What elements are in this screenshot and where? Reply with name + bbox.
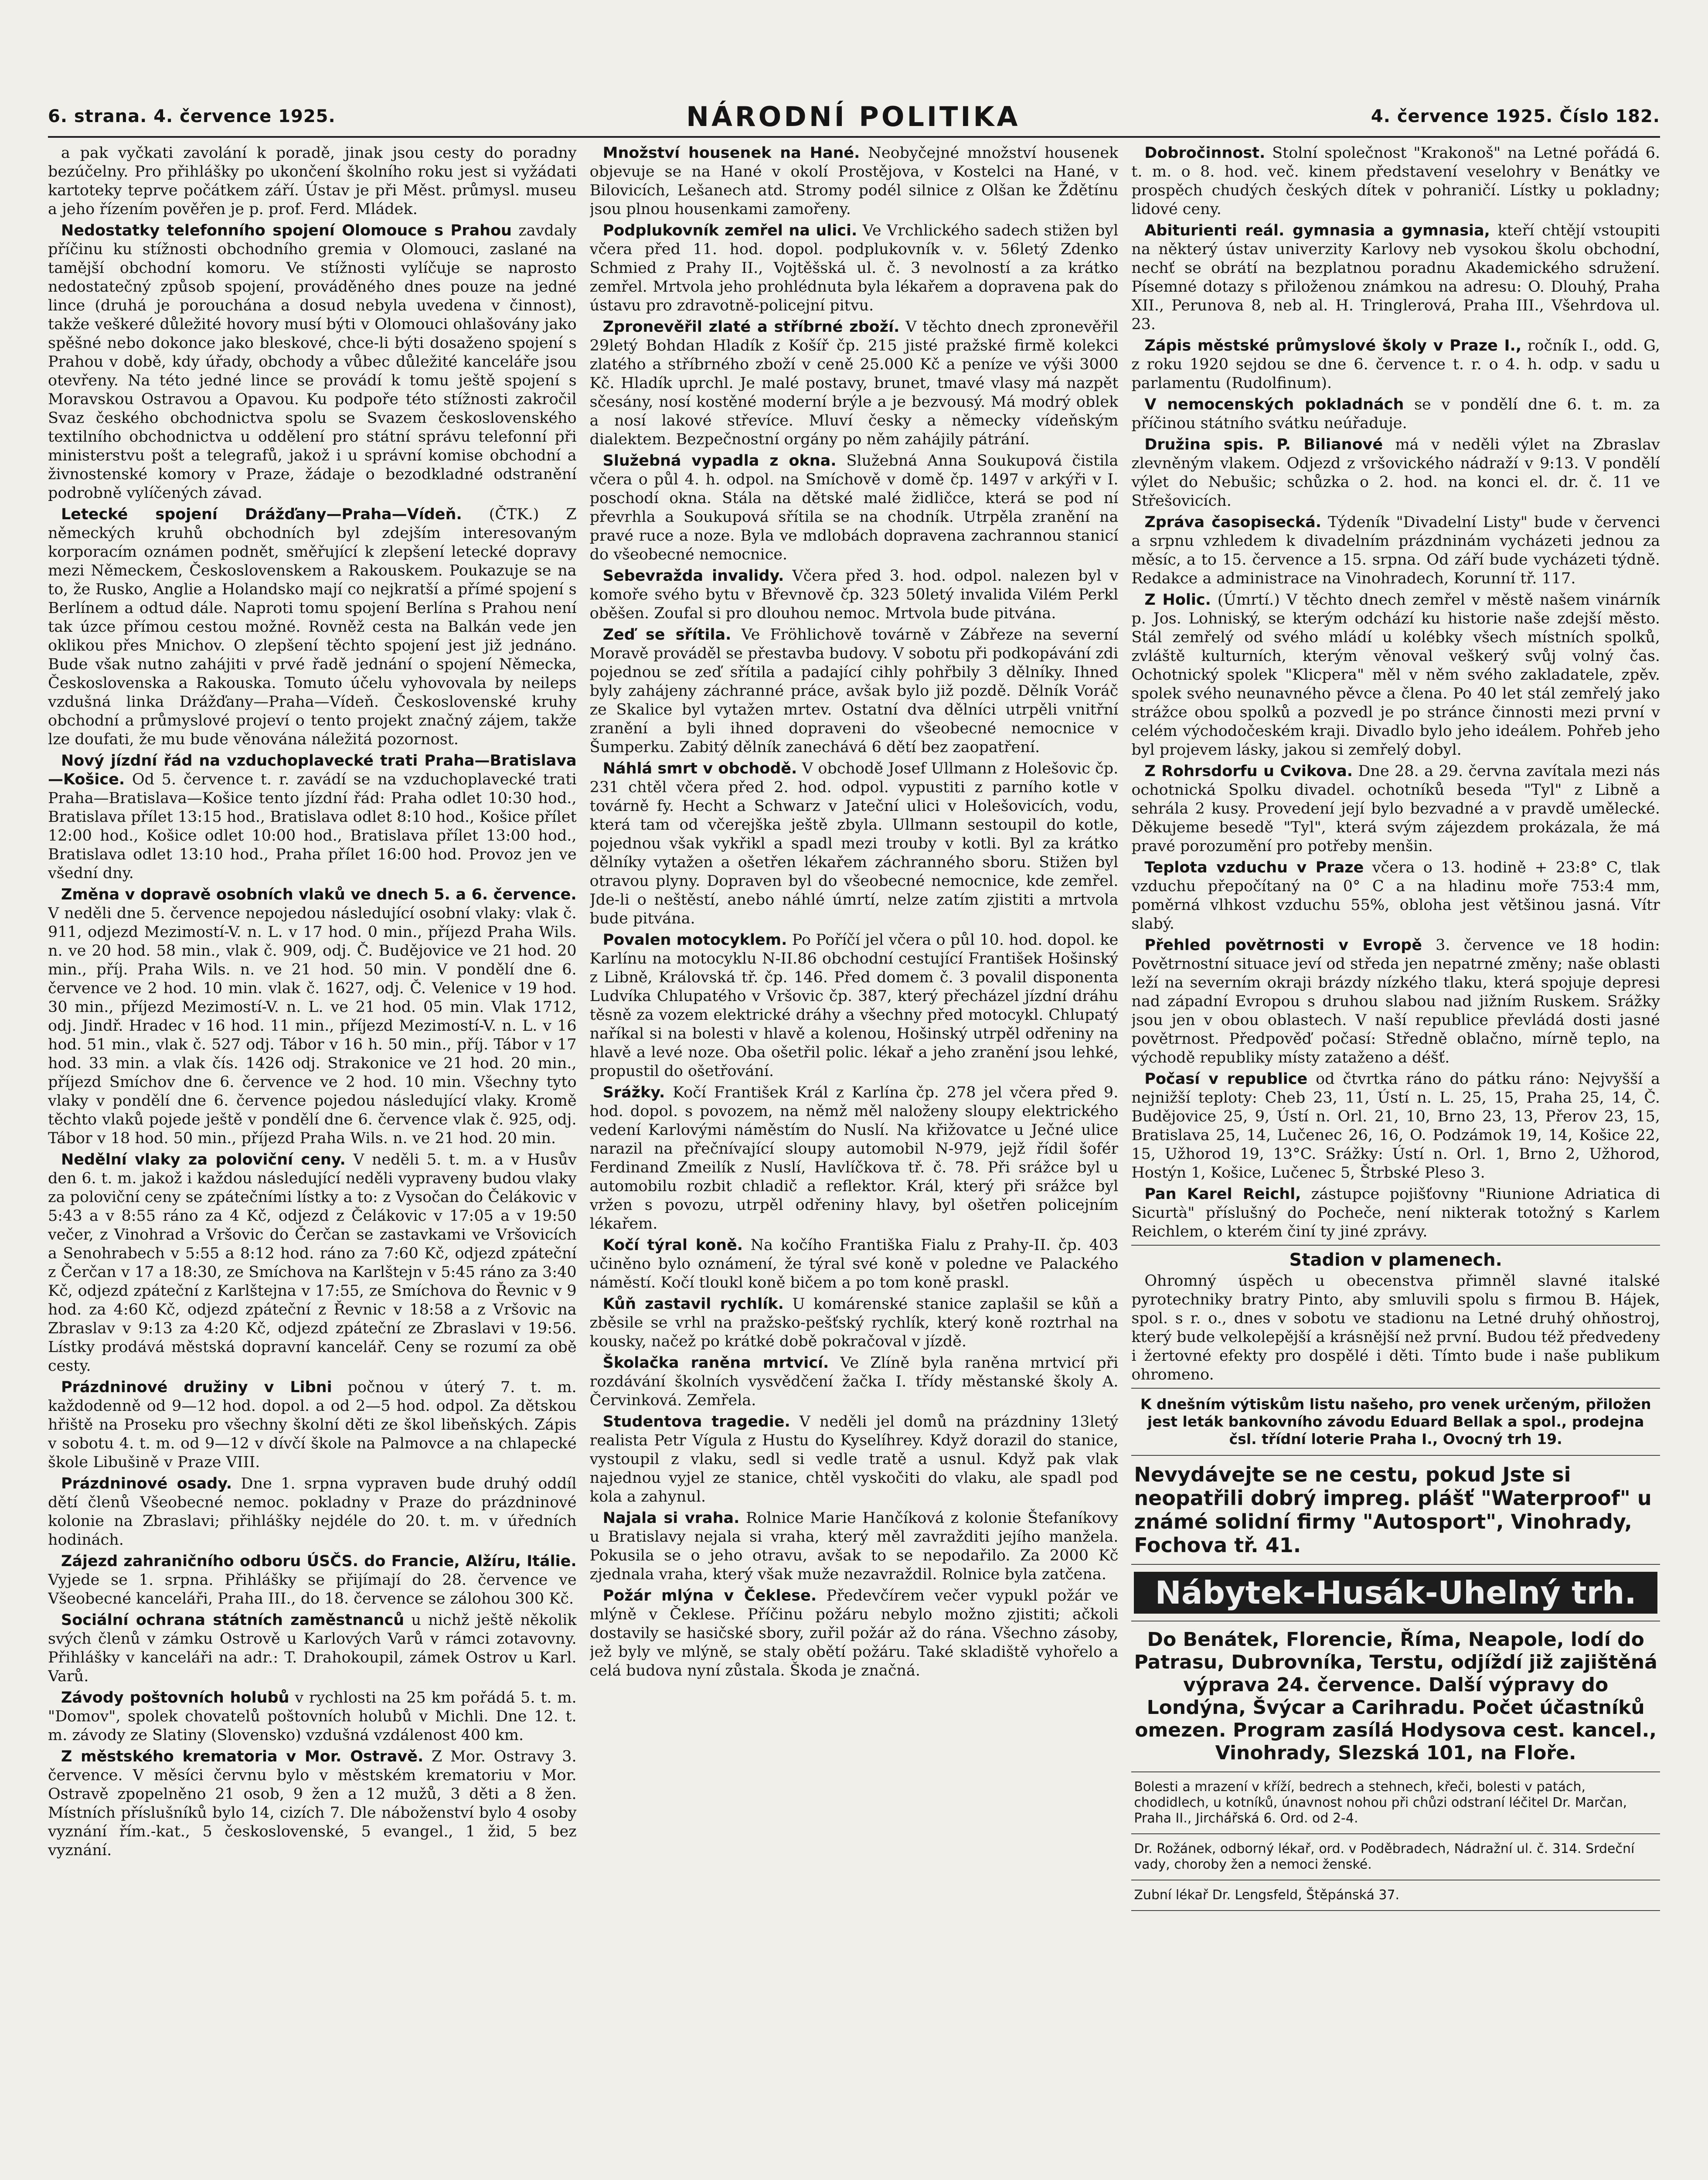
article-headline: Zeď se sřítila. [602,626,732,644]
article-paragraph [48,1611,577,1686]
article-headline: Zápis městské průmyslové školy v Praze I., [1144,337,1522,354]
article-body: Týdeník "Divadelní Listy" bude v červenci a srpnu vzhledem k divadelním prázdninám vycházeti jednou za měsíc, a to 15. července a 15. srpna. Od září bude vycházeti týdně. Redakce a administrace na Vinohradech, Korunní tř. 117. [1131,514,1660,587]
article-headline: Studentova tragedie. [602,1413,790,1431]
article-headline: Náhlá smrt v obchodě. [602,760,797,777]
article-headline: Abiturienti reál. gymnasia a gymnasia, [1144,222,1490,239]
article-paragraph [590,1083,1119,1233]
article-headline: Školačka raněna mrtvicí. [602,1354,829,1372]
article [48,1689,577,1745]
article [48,221,577,503]
article-headline: Přehled povětrnosti v Evropě [1144,937,1422,954]
article-body: Stolní společnost "Krakonoš" na Letné pořádá 6. t. m. o 8. hod. več. kinem představení veselohry v Benátky ve prospěch chudých českých dítek v pohraničí. Lístky u pokladny; lidové ceny. [1131,144,1660,218]
article-body: Z Mor. Ostravy 3. července. V měsíci červnu bylo v městském krematoriu v Mor. Ostravě zpopelněno 21 osob, 9 žen a 12 mužů, 3 děti a 8 žen. Místních příslušníků bylo 14, cizích 7. Dle náboženství bylo 4 osoby vyznání řím.-kat., 5 československé, 5 evangel., 1 žid, 5 bez vyznání. [48,1748,577,1859]
advertisement-small [1131,1776,1660,1830]
advertisement-venice [1131,1625,1660,1768]
advertisement-text: Zubní lékař Dr. Lengsfeld, Štěpánská 37. [1134,1887,1400,1903]
divider [1131,1910,1660,1911]
article-headline: Najala si vraha. [602,1509,740,1527]
article-body: Na kočího Františka Fialu z Prahy-II. čp. 403 učiněno bylo oznámení, že týral své koně v poledne ve Palackého náměstí. Kočí tloukl koně bičem a po tom koně praskl. [589,1236,1119,1291]
article-paragraph [590,318,1119,449]
article [590,1354,1119,1410]
advertisement-text: Bolesti a mrazení v kříží, bedrech a stehnech, křeči, bolesti v patách, chodidlech, u kotníků, únavnost nohou při chůzi odstraní léčitel Dr. Marčan, Praha II., Jirchářská 6. Ord. od 2-4. [1134,1779,1627,1826]
article [48,1475,577,1550]
article-paragraph [1131,221,1660,334]
article-headline: Sebevražda invalidy. [602,567,784,585]
article-headline: Dobročinnost. [1144,144,1266,162]
article-body: počnou v úterý 7. t. m. každodenně od 9—12 hod. dopol. a od 2—5 hod. odpol. Za dětskou hřiště na Proseku pro všechny školní děti ze škol libeňských. Zápis v sobotu 4. t. m. od 9—12 v dívčí škole na Palmovce a na chlapecké škole Libušině v Praze VIII. [48,1379,577,1471]
article-paragraph [1131,936,1660,1067]
article-body: a pak vyčkati zavolání k poradě, jinak jsou cesty do poradny bezúčelny. Pro přihlášky po ukončení školního roku jest si vyžádati kartoteky teprve počátkem září. Ústav je při Měst. průmysl. museu a jeho řízením pověřen je p. prof. Ferd. Mládek. [48,144,577,218]
article-headline: Nedělní vlaky za poloviční ceny. [61,1151,346,1168]
article-body: U komárenské stanice zaplašil se kůň a zběsile se vrhl na pražsko-pešťský rychlík, který koně roztrhal na kousky, načež po krátké době pokračoval v jízdě. [589,1295,1119,1350]
article-body: Rolnice Marie Hančíková z kolonie Štefaníkovy u Bratislavy nejala si vraha, který měl zavražditi jejího manžela. Pokusila se o jeho otravu, avšak to se nepodařilo. Za 2000 Kč zjednala vraha, který však muže nezavraždil. Rolnice byla zatčena. [589,1509,1119,1583]
article-body: Vyjede se 1. srpna. Přihlášky se přijímají do 28. července ve Všeobecné kanceláři, Praha III., do 18. července se zálohou 300 Kč. [48,1571,577,1608]
article-body: ročník I., odd. G, z roku 1920 sejdou se dne 6. července t. r. o 4. h. odp. v sadu u parlamentu (Rudolfinum). [1131,337,1660,392]
article [1131,1070,1660,1182]
article-headline: Zpronevěřil zlaté a stříbrné zboží. [602,318,900,336]
article-body: Ve Zlíně byla raněna mrtvicí při rozdávání školních vysvědčení žačka I. třídy městanské školy A. Červinková. Zemřela. [589,1354,1119,1409]
article-paragraph [1131,762,1660,856]
article-headline: V nemocenských pokladnách [1144,396,1404,413]
article-body: (ČTK.) Z německých kruhů obchodních byl zdejším interesovaným korporacím oznámen podnět, směřující k zlepšení letecké dopravy mezi Německem, Československem a Rakouskem. Poukazuje se na to, že Rusko, Anglie a Holandsko mají co nejkratší a přímé spojení s Berlínem a odtud dále. Naproti tomu spojení Berlína s Prahou není tak úzce přímou cestou možné. Rovněž cesta na Balkán vede jen oklikou přes Mnichov. O zlepšení těchto spojení jest již jednáno. Bude však nutno zahájiti v prvé řadě jednání o spojení Německa, Československa a Rakouska. Tomuto účelu vyhovovala by neileps vzdušná linka Drážďany—Praha—Vídeň. Československé kruhy obchodní a průmyslové projeví o tento projekt značný zájem, takže lze doufati, že mu bude věnována náležitá pozornost. [48,506,577,748]
advertisement-text: Dr. Rožánek, odborný lékař, ord. v Poděbradech, Nádražní ul. č. 314. Srdeční vady, choroby žen a nemoci ženské. [1134,1841,1635,1872]
article-headline: Prázdninové osady. [61,1475,232,1492]
article-headline: Zájezd zahraničního odboru ÚSČS. do Francie, Alžíru, Itálie. [61,1553,577,1570]
article-paragraph [590,1413,1119,1506]
article-body: se v pondělí dne 6. t. m. za příčinou státního svátku neúřaduje. [1131,396,1660,432]
article-body: zástupce pojišťovny "Riunione Adriatica di Sicurtà" příslušný do Pocheče, není nikterak totožný s Karlem Reichlem, o kterém činí ty jiné zprávy. [1131,1185,1660,1240]
article-headline: Pan Karel Reichl, [1144,1185,1301,1203]
article-paragraph [48,1378,577,1472]
article-headline: Srážky. [602,1084,665,1101]
article [590,760,1119,928]
article-body: V neděli dne 5. července nepojedou následující osobní vlaky: vlak č. 911, odjezd Mezimostí-V. n. L. v 17 hod. 0 min., příjezd Praha Wils. n. ve 20 hod. 58 min., vlak č. 909, odj. Č. Budějovice ve 21 hod. 20 min., příj. Praha Wils. n. ve 21 hod. 50 min. V pondělí dne 6. července ve 2 hod. 10 min. vlak č. 1627, odj. Č. Velenice v 19 hod. 30 min., příjezd Mezimostí-V. n. L. ve 21 hod. 05 min. Vlak 1712, odj. Jindř. Hradec v 16 hod. 11 min., příjezd Mezimostí-V. n. L. v 16 hod. 51 min., vlak č. 527 odj. Tábor v 16 h. 50 min., příj. Tábor v 17 hod. 33 min. a vlak čís. 1426 odj. Strakonice ve 21 hod. 20 min., příjezd Smíchov dne 6. července ve 2 hod. 10 min. Všechny tyto vlaky v pondělí dne 6. července pojedou následující vlaky. Kromě těchto vlaků pojede ještě v pondělí dne 6. července vlak č. 925, odj. Tábor v 18 hod. 50 min., příjezd Praha Wils. n. ve 21 hod. 20 min. [48,905,577,1147]
article-body: od čtvrtka ráno do pátku ráno: Nejvyšší a nejnižší teploty: Cheb 23, 11, Ústí n. L. 25, 15, Praha 25, 14, Č. Budějovice 25, 9, Ústí n. Orl. 21, 10, Brno 23, 13, Přerov 23, 15, Bratislava 25, 14, Lučenec 26, 16, O. Podzámok 19, 14, Košice 22, 15, Užhorod 19, 13°C. Srážky: Ústí n. Orl. 1, Brno 2, Užhorod, Hostýn 1, Košice, Lučenec 5, Štrbské Pleso 3. [1131,1070,1660,1182]
article-body: Ve Fröhlichově továrně v Zábřeze na severní Moravě prováděl se přestavba budovy. V sobotu při podkopávání zdi pojednou se zeď sřítila a padající cihly pohřbily 3 dělníky. Ihned byly zahájeny záchranné práce, avšak bylo již pozdě. Dělník Voráč ze Skalice byl vytažen mrtev. Ostatní dva dělníci utrpěli vnitřní zranění a byli ihned dopraveni do všeobecné nemocnice v Šumperku. Zabitý dělník zanechává 6 dětí bez zaopatření. [589,626,1119,756]
article-paragraph [1131,591,1660,760]
advertisement-loto [1131,1392,1660,1451]
article [1131,144,1660,219]
advertisement-rain [1131,1459,1660,1560]
article-headline: Kůň zastavil rychlík. [602,1295,784,1313]
article [48,752,577,883]
article-body: u nichž ještě několik svých členů v zámku Ostrově u Karlových Varů v rámci zotavovny. Přihlášky v kanceláři na adr.: T. Drahokoupil, zámek Ostrov u Karl. Varů. [48,1611,577,1685]
article [1131,858,1660,933]
article-body: Ohromný úspěch u obecenstva přimněl slavné italské pyrotechniky bratry Pinto, aby smluvili spolu s firmou B. Hájek, spol. s r. o., dnes v sobotu ve stadionu na Letné druhý ohňostroj, který bude velkolepější a krásnější než první. Budou též předvedeny i žertovné efekty pro dospělé i děti. Tímto bude i naše publikum ohromeno. [1131,1272,1660,1383]
article-body: včera o 13. hodině + 23:8° C, tlak vzduchu přepočítaný na 0° C a na hladinu moře 753:4 mm, poměrná vlhkost vzduchu 55%, obloha jest většinou jasná. Vítr slabý. [1131,859,1660,933]
article-headline: Nový jízdní řád na vzduchoplavecké trati Praha—Bratislava—Košice. [48,752,577,788]
article-body: kteří chtějí vstoupiti na některý ústav univerzity Karlovy neb vysokou školu obchodní, nechť se obrátí na bezplatnou poradnu Akademického sdružení. Písemné dotazy s přiloženou známkou na adresu: O. Dlouhý, Praha XII., Perunova 8, neb al. H. Tringlerová, Praha III., Všehrdova ul. 23. [1131,222,1660,333]
article-body: V neděli jel domů na prázdniny 13letý realista Petr Vígula z Hustu do Kyselíhrey. Když dorazil do stanice, vystoupil z vlaku, sedl si vedle tratě a usnul. Když pak vlak najednou vyjel ze stanice, chtěl vyskočiti do vlaku, ale spadl pod kola a zahynul. [589,1413,1119,1506]
advertisement-text: Do Benátek, Florencie, Říma, Neapole, lodí do Patrasu, Dubrovníka, Terstu, odjíždí již zajištěná výprava 24. července. Další výpravy do Londýna, Švýcar a Carihradu. Počet účastníků omezen. Program zasílá Hodysova cest. kancel., Vinohrady, Slezská 101, na Floře. [1134,1628,1657,1764]
article-paragraph [590,144,1119,219]
column-3 [1131,144,1660,2180]
advertisement-small [1131,1884,1660,1907]
article-headline: Podplukovník zemřel na ulici. [602,222,857,239]
article [1131,337,1660,393]
article-paragraph [48,886,577,1148]
article-paragraph [1131,436,1660,511]
article-body: Kočí František Král z Karlína čp. 278 jel včera před 9. hod. dopol. s povozem, na němž měl naloženy sloupy elektrického vedení Karlovými náměstím do Nuslí. Na křižovatce u Ječné ulice narazil na přečnívající sloupy automobil N-979, jejž řídil šofér Ferdinand Zmeilík z Nuslí, Havlíčkova tř. č. 78. Při srážce byl u automobilu rozbit chladič a reflektor. Král, který při srážce byl vržen s povozu, utrpěl odřeniny hlavy, byl ošetřen policejním lékařem. [589,1084,1119,1233]
article-body: Po Poříčí jel včera o půl 10. hod. dopol. ke Karlínu na motocyklu N-II.86 obchodní cestující František Hošinský z Libně, Královská tř. čp. 146. Před domem č. 3 povalil disponenta Ludvíka Chlupatého v Vršovic čp. 387, který přecházel jízdní dráhu těsně za vozem elektrické dráhy a všechny před motocykl. Chlupatý naříkal si na bolesti v hlavě a kolenou, Hošinský utrpěl odřeniny na hlavě a levé noze. Oba ošetřil polic. lékař a jeho zranění jsou lehké, propustil do ošetřování. [589,931,1119,1080]
page-header [48,97,1660,138]
article-body: v rychlosti na 25 km pořádá 5. t. m. "Domov", spolek chovatelů poštovních holubů v Michli. Dne 12. t. m. závody ze Slatiny (Slovensko) vzdušná vzdálenost 400 km. [48,1689,577,1744]
article-paragraph [1131,144,1660,219]
article-headline: Z Holic. [1144,591,1211,609]
divider [1131,1245,1660,1246]
divider [1131,1833,1660,1834]
article-headline: Množství housenek na Hané. [602,144,860,162]
advertisement-title: Nábytek-Husák-Uhelný trh. [1134,1572,1657,1614]
advertisement-text: Nevydávejte se ne cestu, pokud Jste si neopatřili dobrý impreg. plášť "Waterproof" u známé solidní firmy "Autosport", Vinohrady, Fochova tř. 41. [1134,1463,1652,1557]
article [590,567,1119,623]
page-date-right: 4. července 1925. Číslo 182. [1371,106,1660,126]
article [1131,513,1660,588]
article-paragraph [48,144,577,219]
article-paragraph [1131,858,1660,933]
article [590,626,1119,757]
article [590,1083,1119,1233]
article [590,1413,1119,1506]
article-paragraph [590,626,1119,757]
article-headline: Sociální ochrana státních zaměstnanců [61,1611,405,1629]
article-headline: Prázdninové družiny v Libni [61,1379,332,1396]
article [1131,1185,1660,1241]
article-headline: Závody poštovních holubů [61,1689,289,1707]
advertisement-small [1131,1838,1660,1876]
article-paragraph [48,752,577,883]
section-heading: Stadion v plamenech. [1289,1250,1502,1270]
article-body: Služebná Anna Soukupová čistila včera o půl 4. h. odpol. na Smíchově v domě čp. 1497 v arkýři v I. poschodí okna. Stála na dětské malé židličce, která se pod ní převrhla a Soukupová sřítila se na chodník. Utrpěla zranění na pravé ruce a noze. Byla ve mdlobách dopravena zachrannou stanicí do všeobecné nemocnice. [589,452,1119,563]
article-headline: Změna v dopravě osobních vlaků ve dnech 5. a 6. července. [61,886,577,903]
article [48,1747,577,1860]
article-paragraph [48,221,577,503]
article [590,1236,1119,1292]
article-headline: Povalen motocyklem. [602,931,787,949]
divider [1131,1388,1660,1389]
article-body: V těchto dnech zpronevěřil 29letý Bohdan Hladík z Košíř čp. 215 jisté pražské firmě kolekci zlatého a stříbrného zboží v ceně 25.000 Kč a peníze ve výši 3000 Kč. Hladík uprchl. Je malé postavy, brunet, tmavé vlasy má nazpět sčesány, nosí kostěné moderní brýle a je bezvousý. Má modrý oblek a nosí lakové střevíce. Mluví česky a německy vídeňským dialektem. Bezpečnostní orgány po něm zahájily pátrání. [589,318,1119,448]
article [1131,936,1660,1067]
article-headline: Z Rohrsdorfu u Cvikova. [1144,763,1353,780]
article-paragraph [590,1354,1119,1410]
article-paragraph [590,452,1119,564]
article-body: (Úmrtí.) V těchto dnech zemřel v městě našem vinárník p. Jos. Lohniský, se kterým odchází ku historie naše zdejší město. Stál zemřelý od svého mládí u kolébky všech místních spolků, zvláště kulturních, kterým věnoval veškerý svůj volný čas. Ochotnický spolek "Klicpera" měl v něm svého zakladatele, zpěv. spolek svého neunavného pěvce a člena. Po 40 let stál zemřelý jako strážce obou spolků a pozvedl je po stránce činnosti mezi první v celém východočeském kraji. Divadlo bylo jeho ideálem. Pohřeb jeho byl projevem lásky, jakou si zemřelý dobyl. [1131,591,1660,759]
article-body: Od 5. července t. r. zavádí se na vzduchoplavecké trati Praha—Bratislava—Košice tento jízdní řád: Praha odlet 10:30 hod., Bratislava přílet 13:15 hod., Bratislava odlet 8:10 hod., Košice přílet 12:00 hod., Košice odlet 10:00 hod., Bratislava přílet 13:00 hod., Bratislava odlet 13:10 hod., Praha přílet 16:00 hod. Provoz jen ve všední dny. [48,771,577,882]
article-body: zavdaly příčinu ku stížnosti obchodního gremia v Olomouci, zaslané na tamější obchodní komoru. Ve stížnosti vylíčuje se naprosto nedostatečný způsob spojení, prováděného dnes pouze na jedné lince (druhá je porouchána a dosud nebyla uvedena v činnost), takže veškeré důležité hovory musí býti v Olomouci ohlašovány jako spěšné nebo dokonce jako bleskové, chce-li býti dosaženo spojení s Prahou v době, kdy úřady, obchody a vůbec důležité kanceláře jsou otevřeny. Na této jedné lince se provádí k tomu ještě spojení s Moravskou Ostravou a Opavou. Ku podpoře této stížnosti zakročil Svaz českého obchodnictva spolu se Svazem československého textilního obchodnictva u oddělení pro státní správu telefonní při ministerstvu pošt a telegrafů, jakož i u správní komise obchodní a živnostenské komory v Praze, žádaje o bezodkladné odstranění podrobně vylíčených závad. [48,222,577,502]
article [48,1552,577,1608]
article [1131,221,1660,334]
divider [1131,1771,1660,1772]
article-body: 3. července ve 18 hodin: Povětrnostní situace jeví od středa jen nepatrné změny; naše oblasti leží na severním okraji brázdy nízkého tlaku, která spojuje depresi nad západní Evropou s druhou slabou nad jižním Ruskem. Srážky jsou jen v obou oblastech. V naší republice převládá dosti jasné povětrnost. Předpověď počasí: Středně oblačno, mírně teplo, na východě republiky místy zataženo a déšť. [1131,937,1660,1066]
article [590,931,1119,1081]
page-date-left: 6. strana. 4. července 1925. [48,106,336,126]
article [48,144,577,219]
newspaper-title: NÁRODNÍ POLITIKA [686,100,1021,133]
article-paragraph [48,1151,577,1376]
article-paragraph [1131,395,1660,433]
article [1131,395,1660,433]
advertisement-text: K dnešním výtiskům listu našeho, pro venek určeným, přiložen jest leták bankovního závodu Eduard Bellak a spol., prodejna čsl. třídní loterie Praha I., Ovocný trh 19. [1140,1396,1651,1448]
article [590,452,1119,564]
column-2 [590,144,1119,2180]
article-headline: Kočí týral koně. [602,1236,743,1254]
article [48,505,577,749]
article-headline: Počasí v republice [1144,1070,1308,1088]
article-paragraph [590,221,1119,315]
article [48,1151,577,1376]
article [1131,591,1660,760]
article-body: Dne 28. a 29. června zavítala mezi nás ochotnická Spolku divadel. ochotníků beseda "Tyl" z Libně a sehrála 2 kusy. Provedení její bylo bezvadné a v pravdě umělecké. Děkujeme besedě "Tyl", která svým zájezdem prokázala, že má pravé porozumění pro potřeby menšin. [1131,763,1660,855]
article-paragraph [590,1509,1119,1584]
article-headline: Letecké spojení Drážďany—Praha—Vídeň. [61,506,462,523]
article-body: Dne 1. srpna vypraven bude druhý oddíl dětí členů Všeobecné nemoc. pokladny v Praze do prázdninové kolonie na Zbraslavi; přihlášky nejdéle do 20. t. m. v úředních hodinách. [48,1475,577,1549]
article-headline: Teplota vzduchu v Praze [1144,859,1364,876]
article [590,1509,1119,1584]
article-paragraph [590,567,1119,623]
article-paragraph [1131,1185,1660,1241]
article [590,144,1119,219]
article-paragraph [590,760,1119,928]
article-paragraph [590,931,1119,1081]
article-body: Neobyčejné množství housenek objevuje se na Hané v okolí Prostějova, v Kostelci na Hané, v Bilovicích, Lešanech atd. Stromy podél silnice z Olšan ke Ždětínu jsou plnou housenkami zamořeny. [589,144,1119,218]
article-paragraph [48,1552,577,1608]
divider [1131,1564,1660,1565]
columns [48,144,1660,2180]
article-headline: Z městského krematoria v Mor. Ostravě. [61,1748,424,1765]
article-body: Předevčírem večer vypukl požár ve mlýně v Čeklese. Příčinu požáru nebylo možno zjistiti; ačkoli dostavily se hasičské sbory, zuřil požár až do rána. Všechno zásoby, jež byly ve mlýně, se staly obětí požáru. Také skladiště vyhořelo a celá budova nyní zůstala. Škoda je značná. [589,1587,1119,1679]
article [1131,436,1660,511]
article-paragraph [590,1587,1119,1680]
article [1131,1272,1660,1384]
article-paragraph [48,1747,577,1860]
article [1131,762,1660,856]
article-paragraph [1131,513,1660,588]
article-paragraph [590,1295,1119,1351]
article [590,1587,1119,1680]
article [48,1378,577,1472]
article [48,886,577,1148]
column-1 [48,144,577,2180]
article-paragraph [590,1236,1119,1292]
article-body: V obchodě Josef Ullmann z Holešovic čp. 231 chtěl včera před 2. hod. odpol. vypustiti z parního kotle v továrně fy. Hecht a Schwarz v Jateční ulici v Holešovicích, vodu, která tam od včerejška ještě zbyla. Ullmann sestoupil do kotle, pojednou však vykřikl a spadl mezi trouby v kotli. Byl za krátko dělníky vytažen a ošetřen lékařem záchranného sboru. Stižen byl otravou plyny. Dopraven byl do všeobecné nemocnice, kde zemřel. Jde-li o neštěstí, anebo náhlé úmrtí, nelze zatím zjistiti a mrtvola bude pitvána. [589,760,1119,927]
article-headline: Družina spis. P. Bilianové [1144,436,1383,453]
article [590,221,1119,315]
article-paragraph [48,505,577,749]
article-paragraph [48,1689,577,1745]
article [590,1295,1119,1351]
article-paragraph [48,1475,577,1550]
article-headline: Nedostatky telefonního spojení Olomouce s Prahou [61,222,512,239]
article-headline: Služebná vypadla z okna. [602,452,837,470]
article-body: má v neděli výlet na Zbraslav zlevněným vlakem. Odjezd z vršovického nádraží v 9:13. V pondělí výlet do Nebušic; schůzka o 2. hod. na konci el. dr. č. 11 ve Střešovicích. [1131,436,1660,510]
article-body: V neděli 5. t. m. a v Husův den 6. t. m. jakož i každou následující neděli vypraveny budou vlaky za poloviční ceny se zpátečními lístky a to: z Vysočan do Čelákovic v 5:43 a v 8:55 ráno za 4 Kč, odjezd z Čelákovic v 17:05 a v 19:50 večer, z Vinohrad a Vršovic do Čerčan se zastavkami ve Vršovicích a Senohrabech v 5:55 a 8:12 hod. ráno za 7:60 Kč, odjezd zpáteční z Čerčan v 17 a 18:30, ze Smíchova na Karlštejn v 5:45 ráno za 3:40 Kč, odjezd zpáteční z Karlštejna v 17:55, ze Smíchova do Řevnic v 9 hod. za 4:60 Kč, odjezd zpáteční z Řevnic v 18:58 a z Vršovic na Zbraslav v 9:13 za 4:20 Kč, odjezd zpáteční ze Zbraslavi v 19:56. Lístky prodává městská dopravní kancelář. Ceny se rozumí za obě cesty. [48,1151,577,1375]
divider [1131,1455,1660,1456]
article-body: Včera před 3. hod. odpol. nalezen byl v komoře svého bytu v Břevnově čp. 323 50letý invalida Vilém Perkl oběšen. Zoufal si pro dlouhou nemoc. Mrtvola bude pitvána. [589,567,1119,622]
article-headline: Zpráva časopisecká. [1144,514,1322,531]
article-headline: Požár mlýna v Čeklese. [602,1587,817,1604]
article-body: Ve Vrchlického sadech stižen byl včera před 11. hod. dopol. podplukovník v. v. 56letý Zdenko Schmied z Prahy II., Vojtěšská ul. č. 3 nevolností a za krátko zemřel. Mrtvola jeho prohlédnuta byla lékařem a dopravena pak do ústavu pro zdravotně-policejní pitvu. [589,222,1119,314]
article-paragraph [1131,337,1660,393]
advertisement-furniture [1131,1568,1660,1617]
article-paragraph [1131,1070,1660,1182]
article [590,318,1119,449]
article [48,1611,577,1686]
